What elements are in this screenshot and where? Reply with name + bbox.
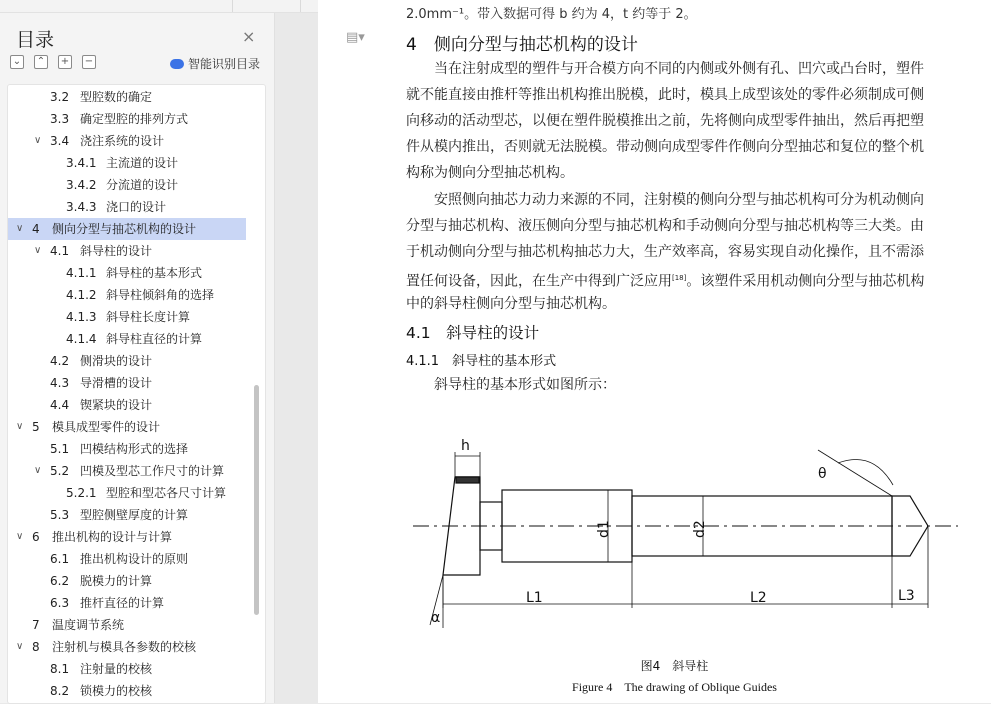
ai-icon [170,59,184,69]
toc-item-number: 5.2 [50,464,70,478]
citation-ref[interactable]: [18] [672,274,687,282]
toc-item-number: 4.1.3 [66,310,97,324]
toc-item-number: 8.1 [50,662,70,676]
toc-item-label: 注射机与模具各参数的校核 [52,640,197,654]
toc-item-label: 脱模力的计算 [80,574,153,588]
toc-item-label: 主流道的设计 [106,156,179,170]
paragraph-text: 置任何设备，因此，在生产中得到广泛应用 [406,273,672,290]
toc-item-label: 温度调节系统 [52,618,125,632]
toc-item-label: 斜导柱倾斜角的选择 [106,288,215,302]
toc-item-number: 4.1.4 [66,332,97,346]
label-alpha: α [431,610,441,626]
toc-list [7,84,266,704]
toc-item[interactable] [8,438,246,460]
toc-item-label: 斜导柱长度计算 [106,310,191,324]
toc-item[interactable] [8,504,246,526]
chevron-down-icon[interactable]: ∨ [16,223,24,234]
document-margin-icon[interactable]: ▤▾ [346,30,365,45]
toc-item[interactable] [8,570,246,592]
label-theta: θ [818,466,827,482]
toc-item-number: 7 [32,618,40,632]
close-icon[interactable]: × [242,27,256,46]
toc-item-number: 4.1 [50,244,70,258]
toc-item-number: 5 [32,420,40,434]
toc-item[interactable] [8,240,246,262]
toc-item-label: 推出机构设计的原则 [80,552,189,566]
smart-toc-button[interactable] [170,55,260,72]
toc-item-label: 浇注系统的设计 [80,134,165,148]
toc-item[interactable] [8,460,246,482]
toc-item[interactable] [8,152,246,174]
toc-item-number: 4.4 [50,398,70,412]
toc-item-number: 3.4.3 [66,200,97,214]
toc-item-label: 推出机构的设计与计算 [52,530,173,544]
head-hatch [456,477,479,483]
heading-level-1: 4 侧向分型与抽芯机构的设计 [406,35,638,55]
toc-item-label: 型腔侧壁厚度的计算 [80,508,189,522]
toc-item-number: 6.3 [50,596,70,610]
paragraph-line: 分型与抽芯机构、液压侧向分型与抽芯机构和手动侧向分型与抽芯机构等三大类。由 [406,218,924,234]
toc-item-label: 斜导柱的设计 [80,244,153,258]
expand-all-icon[interactable]: ⌄ [10,55,24,69]
toc-item-label: 注射量的校核 [80,662,153,676]
toc-sidebar [0,13,275,703]
heading-level-2: 4.1 斜导柱的设计 [406,324,540,342]
label-L3: L3 [898,588,915,604]
toc-item[interactable] [8,548,246,570]
toc-item-label: 锲紧块的设计 [80,398,153,412]
paragraph-line: 当在注射成型的塑件与开合模方向不同的内侧或外侧有孔、凹穴或凸台时，塑件 [406,61,924,77]
remove-heading-icon[interactable]: − [82,55,96,69]
toc-item-number: 3.3 [50,112,70,126]
toc-item-label: 斜导柱直径的计算 [106,332,203,346]
toc-item-label: 侧向分型与抽芯机构的设计 [52,222,197,236]
collapse-all-icon[interactable]: ⌃ [34,55,48,69]
toc-item-label: 导滑槽的设计 [80,376,153,390]
toc-item-label: 浇口的设计 [106,200,167,214]
toc-item[interactable] [8,130,246,152]
toc-item[interactable] [8,108,246,130]
toc-item[interactable] [8,592,246,614]
toc-item-label: 分流道的设计 [106,178,179,192]
toc-item-label: 侧滑块的设计 [80,354,153,368]
heading-level-3: 4.1.1 斜导柱的基本形式 [406,354,557,369]
chevron-down-icon[interactable]: ∨ [16,641,24,652]
toc-item-number: 5.3 [50,508,70,522]
toc-item-number: 4.2 [50,354,70,368]
toc-item-label: 型腔数的确定 [80,90,153,104]
toc-item[interactable] [8,482,246,504]
toc-item[interactable] [8,350,246,372]
toc-item[interactable] [8,196,246,218]
toc-item-label: 模具成型零件的设计 [52,420,161,434]
label-L2: L2 [750,590,767,606]
toc-scrollbar[interactable] [254,385,259,615]
previous-text-line: 2.0mm⁻¹。带入数据可得 b 约为 4，t 约等于 2。 [406,7,697,22]
paragraph-line: 件从模内推出，否则就无法脱模。带动侧向成型零件作侧向分型抽芯和复位的整个机 [406,139,924,155]
toc-item-number: 3.2 [50,90,70,104]
figure-caption-cn: 图4 斜导柱 [640,659,709,673]
toc-item[interactable] [8,658,246,680]
toc-item-number: 4.3 [50,376,70,390]
add-heading-icon[interactable]: + [58,55,72,69]
toc-item[interactable] [8,526,246,548]
paragraph-line: 于机动侧向分型与抽芯机构抽芯力大，生产效率高，容易实现自动化操作，且不需添 [406,244,924,260]
toc-item-label: 锁模力的校核 [80,684,153,698]
paragraph-line: 向移动的活动型芯，以便在塑件脱模推出之前，先将侧向成型零件抽出，然后再把塑 [406,113,924,129]
toolbar-separator [232,0,233,12]
paragraph-line: 斜导柱的基本形式如图所示： [406,377,616,393]
toc-item-label: 凹模及型芯工作尺寸的计算 [80,464,225,478]
toc-item-label: 确定型腔的排列方式 [80,112,189,126]
toc-item-number: 3.4.1 [66,156,97,170]
toc-item-number: 3.4.2 [66,178,97,192]
page-gutter [275,13,318,703]
paragraph-line: 中的斜导柱侧向分型与抽芯机构。 [406,296,616,312]
toc-item[interactable] [8,218,246,240]
toc-item[interactable] [8,262,246,284]
toc-item-number: 4 [32,222,40,236]
oblique-guide-drawing [318,430,991,640]
toc-item-number: 5.1 [50,442,70,456]
toc-item-number: 4.1.1 [66,266,97,280]
chevron-down-icon[interactable]: ∨ [34,245,42,256]
toc-item[interactable] [8,306,246,328]
toc-item-label: 推杆直径的计算 [80,596,165,610]
chevron-down-icon[interactable]: ∨ [16,531,24,542]
toc-item[interactable] [8,372,246,394]
toc-item-label: 型腔和型芯各尺寸计算 [106,486,227,500]
toc-item-number: 6.2 [50,574,70,588]
figure-caption-en: Figure 4 The drawing of Oblique Guides [572,680,777,694]
toc-item-number: 4.1.2 [66,288,97,302]
toc-item-label: 凹模结构形式的选择 [80,442,189,456]
toc-item-number: 6.1 [50,552,70,566]
toc-item[interactable] [8,284,246,306]
toc-item[interactable] [8,636,246,658]
toc-item[interactable] [8,680,246,702]
toolbar-separator [300,0,301,12]
toc-item-number: 3.4 [50,134,70,148]
toc-item-number: 5.2.1 [66,486,97,500]
toc-item[interactable] [8,174,246,196]
toc-item-number: 8.2 [50,684,70,698]
smart-toc-label: 智能识别目录 [188,57,261,71]
toc-item[interactable] [8,394,246,416]
paragraph-line: 构称为侧向分型抽芯机构。 [406,165,574,181]
toc-item[interactable] [8,416,246,438]
toc-item[interactable] [8,328,246,350]
label-h: h [461,438,470,454]
sidebar-title: 目录 [16,29,55,51]
document-page [318,0,991,703]
label-d2: d2 [692,520,708,538]
chevron-down-icon[interactable]: ∨ [16,421,24,432]
toc-item-number: 8 [32,640,40,654]
paragraph-line: 就不能直接由推杆等推出机构推出脱模，此时，模具上成型该处的零件必须制成可侧 [406,87,924,103]
label-d1: d1 [596,520,612,538]
chevron-down-icon[interactable]: ∨ [34,135,42,146]
paragraph-text: 。该塑件采用机动侧向分型与抽芯机构 [686,273,925,290]
toc-item-label: 斜导柱的基本形式 [106,266,203,280]
toc-item[interactable] [8,86,246,108]
label-L1: L1 [526,590,543,606]
toc-item-number: 6 [32,530,40,544]
toc-item[interactable] [8,614,246,636]
chevron-down-icon[interactable]: ∨ [34,465,42,476]
paragraph-line: 安照侧向抽芯力动力来源的不同，注射模的侧向分型与抽芯机构可分为机动侧向 [406,192,924,208]
